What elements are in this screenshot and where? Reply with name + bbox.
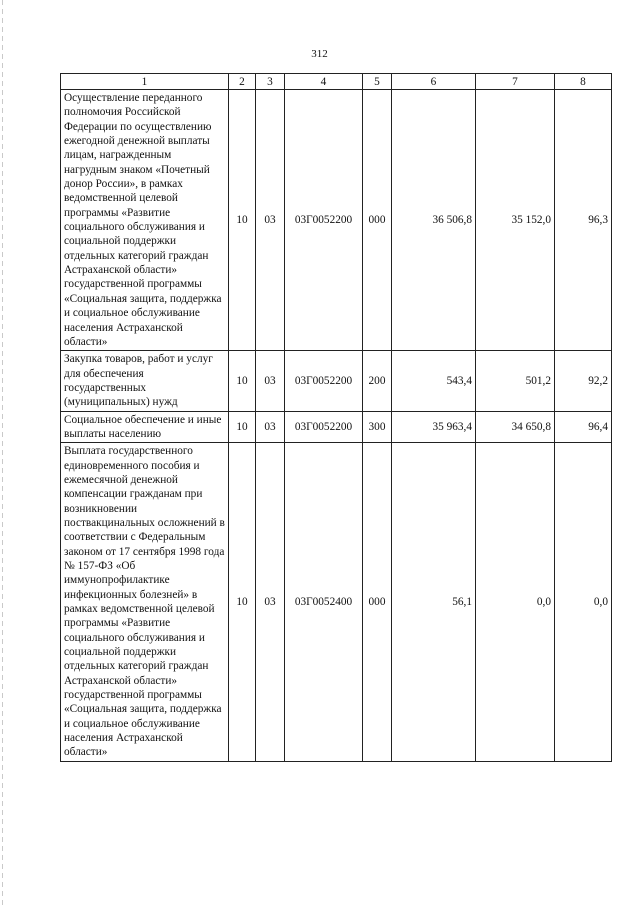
row-expense-type: 000 [363, 443, 392, 762]
page-number: 312 [311, 48, 328, 60]
row-section: 10 [229, 351, 256, 411]
row-name: Социальное обеспечение и иные выплаты населению [61, 411, 229, 443]
table-row [61, 411, 612, 443]
row-subsection: 03 [256, 411, 285, 443]
header-col-6: 6 [392, 74, 476, 90]
row-expense-type: 200 [363, 351, 392, 411]
row-subsection: 03 [256, 443, 285, 762]
row-name: Осуществление переданного полномочия Российской Федерации по осуществлению ежегодной денежной выплаты лицам, награжденным нагрудным знаком «Почетный донор России», в рамках ведомственной целевой программы «Развитие социального обслуживания и социальной поддержки отдельных категорий граждан Астраханской области» государственной программы «Социальная защита, поддержка и социальное обслуживание населения Астраханской области» [61, 90, 229, 351]
row-percent: 96,3 [555, 90, 612, 351]
row-executed: 501,2 [476, 351, 555, 411]
row-section: 10 [229, 411, 256, 443]
row-target-article: 03Г0052200 [285, 411, 363, 443]
row-subsection: 03 [256, 90, 285, 351]
table-row [61, 90, 612, 351]
header-col-3: 3 [256, 74, 285, 90]
row-target-article: 03Г0052200 [285, 351, 363, 411]
row-target-article: 03Г0052400 [285, 443, 363, 762]
row-name: Выплата государственного единовременного пособия и ежемесячной денежной компенсации гражданам при возникновении поствакцинальных осложнений в соответствии с Федеральным законом от 17 сентября 1998 года № 157-ФЗ «Об иммунопрофилактике инфекционных болезней» в рамках ведомственной целевой программы «Развитие социального обслуживания и социальной поддержки отдельных категорий граждан Астраханской области» государственной программы «Социальная защита, поддержка и социальное обслуживание населения Астраханской области» [61, 443, 229, 762]
row-planned: 35 963,4 [392, 411, 476, 443]
row-expense-type: 000 [363, 90, 392, 351]
header-col-8: 8 [555, 74, 612, 90]
row-executed: 35 152,0 [476, 90, 555, 351]
table-row [61, 443, 612, 762]
row-planned: 543,4 [392, 351, 476, 411]
row-name: Закупка товаров, работ и услуг для обеспечения государственных (муниципальных) нужд [61, 351, 229, 411]
row-section: 10 [229, 90, 256, 351]
row-percent: 0,0 [555, 443, 612, 762]
budget-table [60, 73, 612, 762]
header-col-4: 4 [285, 74, 363, 90]
header-col-2: 2 [229, 74, 256, 90]
row-target-article: 03Г0052200 [285, 90, 363, 351]
row-executed: 0,0 [476, 443, 555, 762]
row-subsection: 03 [256, 351, 285, 411]
header-col-5: 5 [363, 74, 392, 90]
scan-edge-line [2, 0, 3, 905]
header-col-1: 1 [61, 74, 229, 90]
header-row [61, 74, 612, 90]
row-section: 10 [229, 443, 256, 762]
row-executed: 34 650,8 [476, 411, 555, 443]
row-expense-type: 300 [363, 411, 392, 443]
row-planned: 36 506,8 [392, 90, 476, 351]
row-percent: 92,2 [555, 351, 612, 411]
row-percent: 96,4 [555, 411, 612, 443]
table-row [61, 351, 612, 411]
header-col-7: 7 [476, 74, 555, 90]
row-planned: 56,1 [392, 443, 476, 762]
